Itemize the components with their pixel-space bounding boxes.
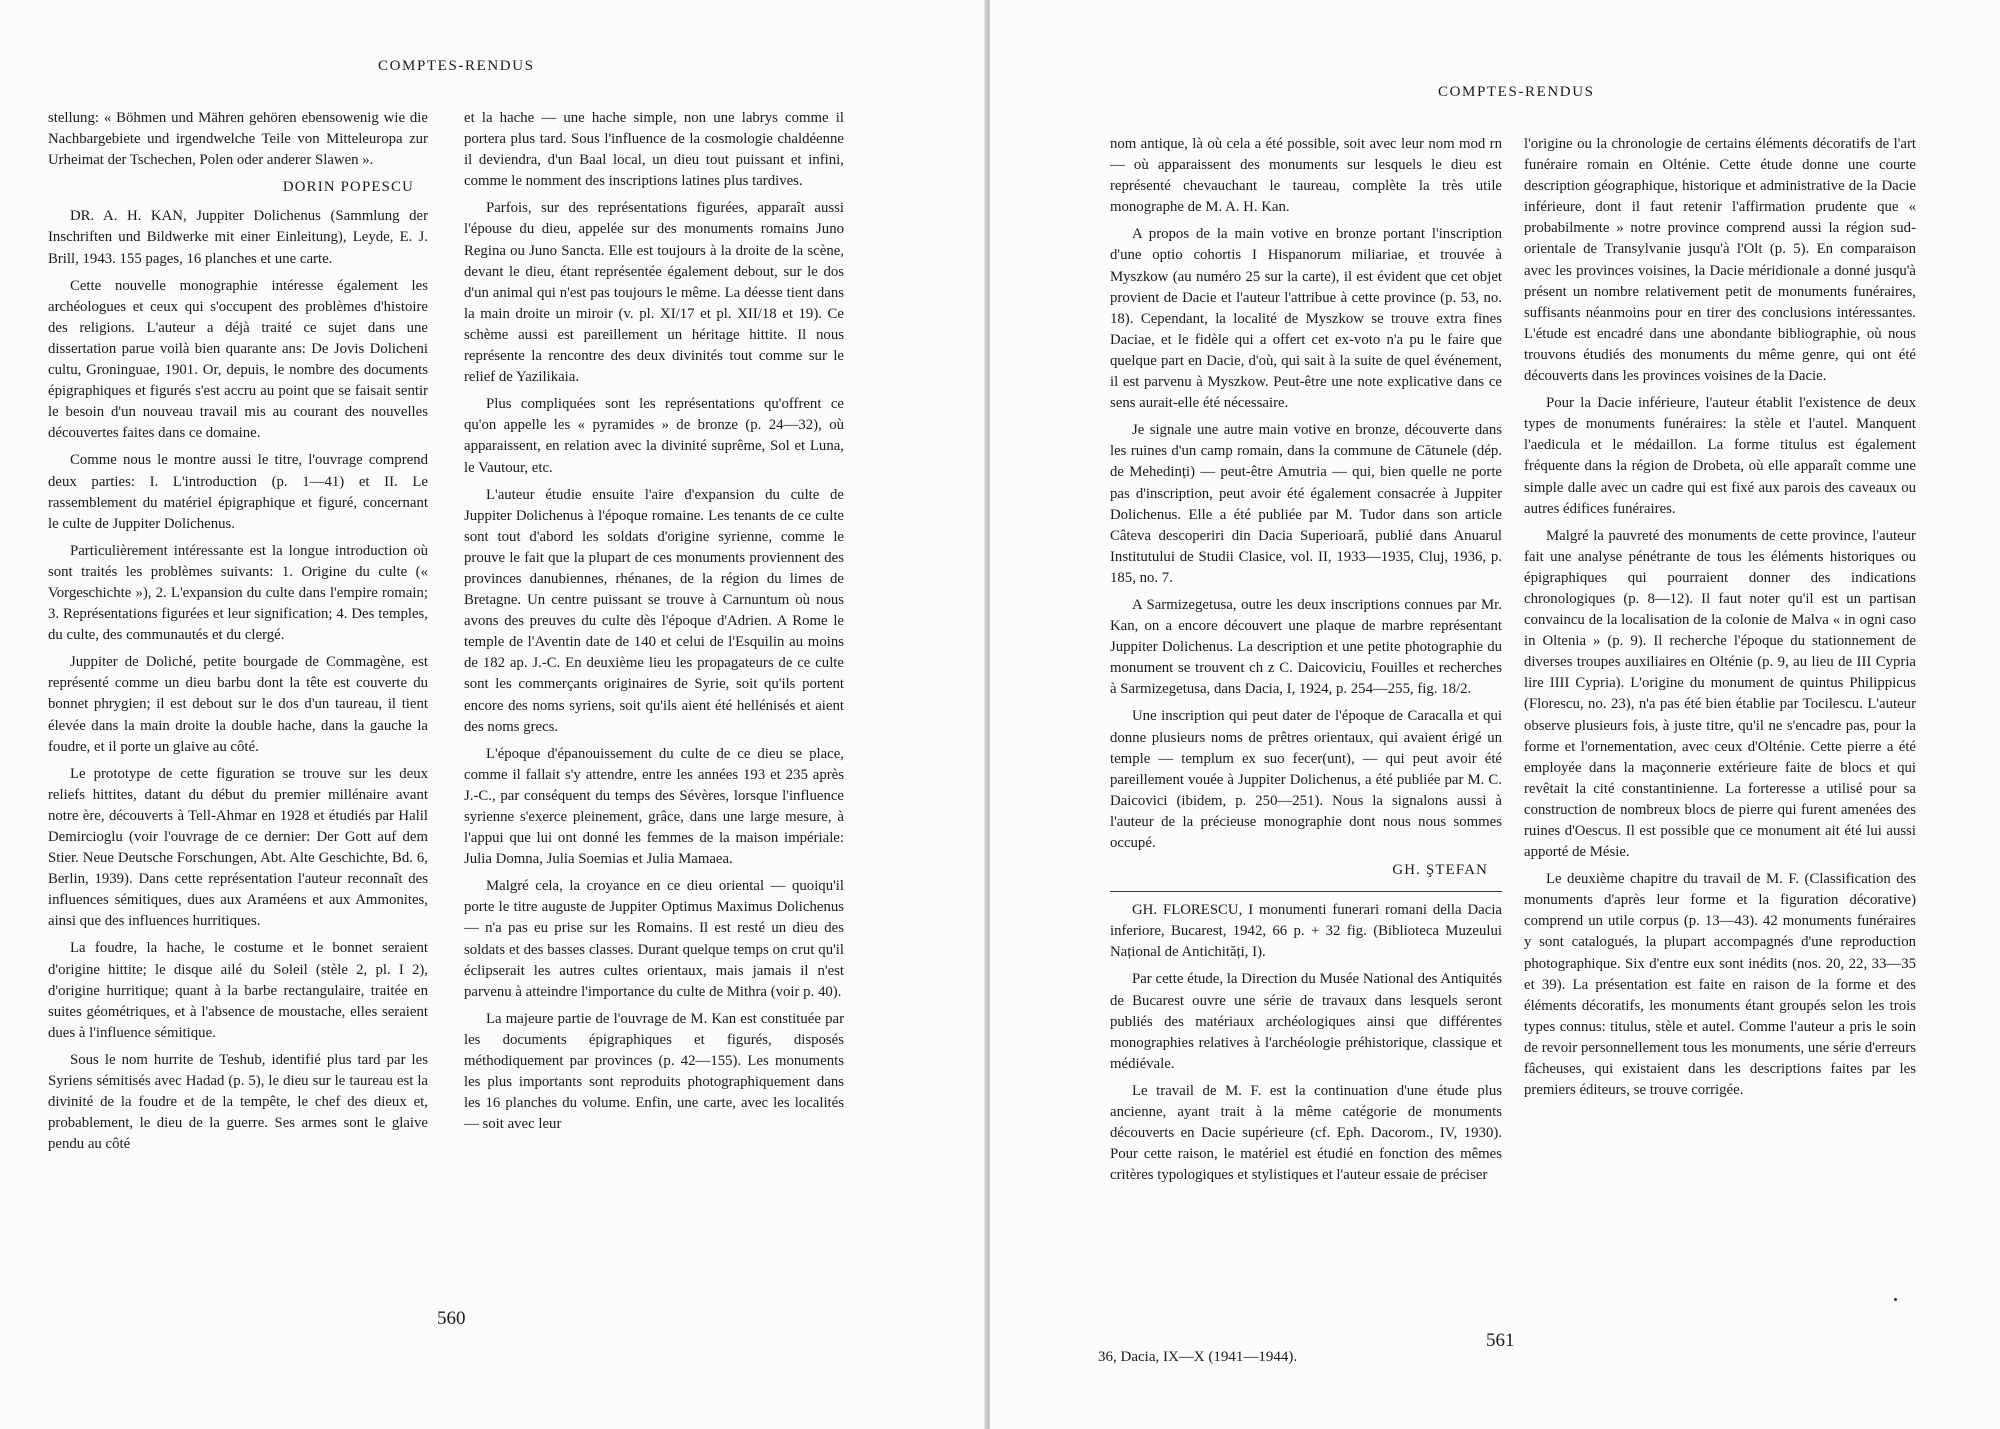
- author-signature: DORIN POPESCU: [282, 179, 414, 196]
- right-page: [990, 0, 2000, 1429]
- print-speck: [1894, 1298, 1897, 1301]
- paragraph: Par cette étude, la Direction du Musée National des Antiquités de Bucarest ouvre une série de travaux dans lesquels seront publiés des matériaux archéologiques ainsi que différentes monographies relatives à l'archéologie préhistorique, classique et médiévale.: [1110, 971, 1502, 1072]
- paragraph: et la hache — une hache simple, non une labrys comme il portera plus tard. Sous l'influence de la cosmologie chaldéenne il deviendra, d'un Baal local, un dieu tout puissant et infini, comme le nomment des inscriptions latines plus tardives.: [464, 110, 844, 190]
- paragraph: Malgré la pauvreté des monuments de cette province, l'auteur fait une analyse pénétrante de tous les éléments historiques ou épigraphiques qui pourraient donner des indications chronologiques (p. 8—12). Il faut noter qu'il est un partisan convaincu de la localisation de la colonie de Malva « in ogni caso in Oltenia » (p. 9). Il recherche l'époque du stationnement de diverses troupes auxiliaires en Olténie (p. 9, au lieu de III Cypria lire IIII Cypria). L'origine du monument de quintus Philippicus (Florescu, no. 23), n'a pas été bien établie par Tocilescu. L'auteur observe plusieurs fois, à juste titre, qu'il ne s'encadre pas, pour la forme et l'ornementation, avec ceux d'Olténie. Cette pierre a été employée dans la maçonnerie extérieure faite de blocs et qui revêtait la cité constantinienne. La forteresse a utilisé pour sa construction de nombreux blocs de pierre qui furent amenées des ruines d'Oescus. Il est possible que ce monument ait été lui aussi apporté de Mésie.: [1524, 527, 1916, 861]
- review-heading: GH. FLORESCU, I monumenti funerari romani della Dacia inferiore, Bucarest, 1942, 66 p. + 32 fig. (Biblioteca Muzeului Național de Antichități, I).: [1110, 902, 1502, 961]
- journal-footnote: 36, Dacia, IX—X (1941—1944).: [1098, 1349, 1298, 1365]
- paragraph: Une inscription qui peut dater de l'époque de Caracalla et qui donne plusieurs noms de prêtres orientaux, qui avaient érigé un temple — templum ex suo fecer(unt), — qui peut avoir été pareillement vouée à Juppiter Dolichenus, a été publiée par M. C. Daicovici (ibidem, p. 250—251). Nous la signalons aussi à l'auteur de la précieuse monographie dont nous nous sommes occupé.: [1110, 708, 1502, 851]
- paragraph: Sous le nom hurrite de Teshub, identifié plus tard par les Syriens sémitisés avec Hadad (p. 5), le dieu sur le taureau est la divinité de la foudre et de la tempête, le chef des dieux et, probablement, le dieu de la guerre. Ses armes sont le glaive pendu au côté: [48, 1051, 428, 1153]
- paragraph: Cette nouvelle monographie intéresse également les archéologues et ceux qui s'occupent des problèmes d'histoire des religions. L'auteur a déjà traité ce sujet dans une dissertation parue voilà bien quarante ans: De Jovis Dolicheni cultu, Groninguae, 1901. Or, depuis, le nombre des documents épigraphiques et figurés s'est accru au point que se faisait sentir le besoin d'un nouveau travail mis au courant des nouvelles découvertes faites dans ce domaine.: [48, 277, 428, 442]
- left-column-2: [464, 108, 844, 1141]
- paragraph: Juppiter de Doliché, petite bourgade de Commagène, est représenté comme un dieu barbu dont la tête est couverte du bonnet phrygien; il est debout sur le dos d'un taureau, il tient élevée dans la main droite la double hache, dans la gauche la foudre, et il porte un glaive au côté.: [48, 654, 428, 755]
- paragraph: Malgré cela, la croyance en ce dieu oriental — quoiqu'il porte le titre auguste de Juppiter Optimus Maximus Dolichenus — n'a pas eu prise sur les Romains. Il est resté un dieu des soldats et des basses classes. Durant quelque temps on crut qu'il éclipserait les autres cultes orientaux, mais jamais il n'est parvenu à atteindre l'importance du culte de Mithra (voir p. 40).: [464, 878, 844, 1000]
- paragraph: L'auteur étudie ensuite l'aire d'expansion du culte de Juppiter Dolichenus à l'époque romaine. Les tenants de ce culte sont tout d'abord les soldats d'origine syrienne, comme le prouve le fait que la plupart de ces monuments proviennent des provinces danubiennes, rhénanes, de la région du limes de Bretagne. Un centre puissant se trouve à Carnuntum où nous avons des preuves du culte dès l'époque d'Adrien. A Rome le temple de l'Aventin date de 140 et celui de l'Esquilin au moins de 182 ap. J.-C. En deuxième lieu les propagateurs de ce culte sont les commerçants originaires de Syrie, soit qu'ils portent encore des noms syriens, soit qu'ils aient été hellénisés et aient des noms grecs.: [464, 486, 844, 735]
- paragraph: Particulièrement intéressante est la longue introduction où sont traités les problèmes suivants: 1. Origine du culte (« Vorgeschichte »), 2. L'expansion du culte dans l'empire romain; 3. Représentations figurées et leur signification; 4. Des temples, du culte, des communautés et du clergé.: [48, 542, 428, 644]
- paragraph: Le prototype de cette figuration se trouve sur les deux reliefs hittites, datant du début du premier millénaire avant notre ère, découverts à Tell-Ahmar en 1928 et étudiés par Halil Demircioglu (voir l'ouvrage de ce dernier: Der Gott auf dem Stier. Neue Deutsche Forschungen, Abt. Alte Geschichte, Bd. 6, Berlin, 1939). Dans cette représentation l'auteur reconnaît des influences sémitiques, dues aux Araméens et aux Ammonites, ainsi que des influences hurritiques.: [48, 765, 428, 930]
- paragraph: La foudre, la hache, le costume et le bonnet seraient d'origine hittite; le disque ailé du Soleil (stèle 2, pl. I 2), d'origine hurritique; quant à la barbe rectangulaire, traitée en suites géométriques, et à l'absence de moustache, elles seraient dues à l'influence sémitique.: [48, 940, 428, 1041]
- paragraph: La majeure partie de l'ouvrage de M. Kan est constituée par les documents épigraphiques et figurés, disposés méthodiquement par provinces (p. 42—155). Les monuments les plus importants sont reproduits photographiquement dans les 16 planches du volume. Enfin, une carte, avec les localités — soit avec leur: [464, 1010, 844, 1133]
- left-page: [0, 0, 986, 1429]
- review-heading: DR. A. H. KAN, Juppiter Dolichenus (Sammlung der Inschriften und Bildwerke mit einer Einleitung), Leyde, E. J. Brill, 1943. 155 pages, 16 planches et une carte.: [48, 208, 428, 267]
- paragraph: Je signale une autre main votive en bronze, découverte dans les ruines d'un camp romain, dans la commune de Cătunele (dép. de Mehedinți) — peut-être Amutria — qui, bien quelle ne porte pas d'inscription, peut avoir été également consacrée à Juppiter Dolichenus. Elle a été publiée par M. Tudor dans son article Câteva descoperiri din Dacia Superioară, publié dans Anuarul Institutului de Studii Clasice, vol. II, 1933—1935, Cluj, 1936, p. 185, no. 7.: [1110, 422, 1502, 586]
- paragraph: l'origine ou la chronologie de certains éléments décoratifs de l'art funéraire romain en Olténie. Cette étude donne une courte description géographique, historique et administrative de la Dacie inférieure, dont il faut retenir l'affirmation prudente que « probabilmente » notre province comprend aussi la région sud-orientale de Transylvanie jusqu'à l'Olt (p. 5). En comparaison avec les provinces voisines, la Dacie méridionale a donné jusqu'à présent un nombre relativement petit de monuments funéraires, suffisants néanmoins pour en tirer des conclusions intéressantes. L'étude est encadré dans une abondante bibliographie, où nous trouvons étudiés des monuments du même genre, qui ont été découverts dans les provinces voisines de la Dacie.: [1524, 136, 1916, 385]
- paragraph: Le travail de M. F. est la continuation d'une étude plus ancienne, ayant trait à la même catégorie de monuments découverts en Dacie supérieure (cf. Eph. Dacorom., IV, 1930). Pour cette raison, le matériel est étudié en fonction des mêmes critères typologiques et stylistiques et l'auteur essaie de préciser: [1110, 1082, 1502, 1184]
- running-head-right: COMPTES-RENDUS: [1438, 84, 1595, 100]
- right-column-1: [1110, 134, 1502, 1192]
- paragraph: L'époque d'épanouissement du culte de ce dieu se place, comme il fallait s'y attendre, entre les années 193 et 235 après J.-C., par conséquent du temps des Sévères, lorsque l'influence syrienne s'exerce pleinement, grâce, dans une large mesure, à l'appui que lui ont donné les femmes de la maison impériale: Julia Domna, Julia Soemias et Julia Mamaea.: [464, 745, 844, 868]
- author-signature: GH. ŞTEFAN: [1392, 862, 1488, 879]
- section-divider: [1110, 891, 1502, 892]
- page-number-right: 561: [1486, 1330, 1515, 1351]
- left-column-1: [48, 108, 428, 1161]
- paragraph: A Sarmizegetusa, outre les deux inscriptions connues par Mr. Kan, on a encore découvert une plaque de marbre représentant Juppiter Dolichenus. La description et une petite photographie du monument se trouvent ch z C. Daicoviciu, Fouilles et recherches à Sarmizegetusa, dans Dacia, I, 1924, p. 254—255, fig. 18/2.: [1110, 596, 1502, 698]
- running-head-left: COMPTES-RENDUS: [378, 58, 535, 74]
- page-number-left: 560: [437, 1308, 466, 1329]
- paragraph: Comme nous le montre aussi le titre, l'ouvrage comprend deux parties: I. L'introduction (p. 1—41) et II. Le rassemblement du matériel épigraphique et figuré, concernant le culte de Juppiter Dolichenus.: [48, 452, 428, 532]
- right-column-2: [1524, 134, 1916, 1107]
- paragraph: Pour la Dacie inférieure, l'auteur établit l'existence de deux types de monuments funéraires: la stèle et l'autel. Manquent l'aedicula et le médaillon. La forme titulus est également fréquente dans la région de Drobeta, où elle apparaît comme une simple dalle avec un cadre qui est fixé aux parois des caveaux ou autres édifices funéraires.: [1524, 395, 1916, 517]
- paragraph: Parfois, sur des représentations figurées, apparaît aussi l'épouse du dieu, appelée sur des monuments romains Juno Regina ou Juno Sancta. Elle est toujours à la droite de la scène, devant le dieu, étant représentée également debout, sur le dos d'un animal qui n'est pas toujours le même. La déesse tient dans la main droite un miroir (v. pl. XI/17 et pl. XII/18 et 19). Ce schème aussi est pareillement un héritage hittite. Il nous représente la rencontre des deux divinités tout comme sur le relief de Yazilikaia.: [464, 200, 844, 386]
- paragraph: Plus compliquées sont les représentations qu'offrent ce qu'on appelle les « pyramides » de bronze (p. 24—32), où apparaissent, en relation avec la divinité suprême, Sol et Luna, le Vautour, etc.: [464, 396, 844, 476]
- paragraph: Le deuxième chapitre du travail de M. F. (Classification des monuments d'après leur forme et la figuration décorative) comprend un utile corpus (p. 13—43). 42 monuments funéraires y sont catalogués, la plupart accompagnés d'une reproduction photographique. Six d'entre eux sont inédits (nos. 20, 22, 33—35 et 39). La présentation est faite en raison de la forme et des éléments décoratifs, les monuments étant groupés selon les trois types connus: titulus, stèle et autel. Comme l'auteur a pris le soin de revoir personnellement tous les monuments, une série d'erreurs fâcheuses, qui existaient dans les descriptions faites par les premiers éditeurs, se trouve corrigée.: [1524, 871, 1916, 1099]
- paragraph: stellung: « Böhmen und Mähren gehören ebensowenig wie die Nachbargebiete und irgendwelche Teile von Mitteleuropa zur Urheimat der Tschechen, Polen oder anderer Slawen ».: [48, 110, 428, 169]
- paragraph: A propos de la main votive en bronze portant l'inscription d'une optio cohortis I Hispanorum miliariae, et trouvée à Myszkow (au numéro 25 sur la carte), il est évident que cet objet provient de Dacie et l'auteur l'attribue à cette province (p. 53, no. 18). Cependant, la localité de Myszkow se trouve extra fines Daciae, et le fidèle qui a offert cet ex-voto n'a pu le faire que quelque part en Dacie, d'où, qui sait à la suite de quel événement, il est parvenu à Myszkow. Peut-être une note explicative dans ce sens aurait-elle été nécessaire.: [1110, 226, 1502, 412]
- paragraph: nom antique, là où cela a été possible, soit avec leur nom mod rn — où apparaissent des monuments sur lesquels le dieu est représenté chevauchant le taureau, complète la très utile monographe de M. A. H. Kan.: [1110, 136, 1502, 216]
